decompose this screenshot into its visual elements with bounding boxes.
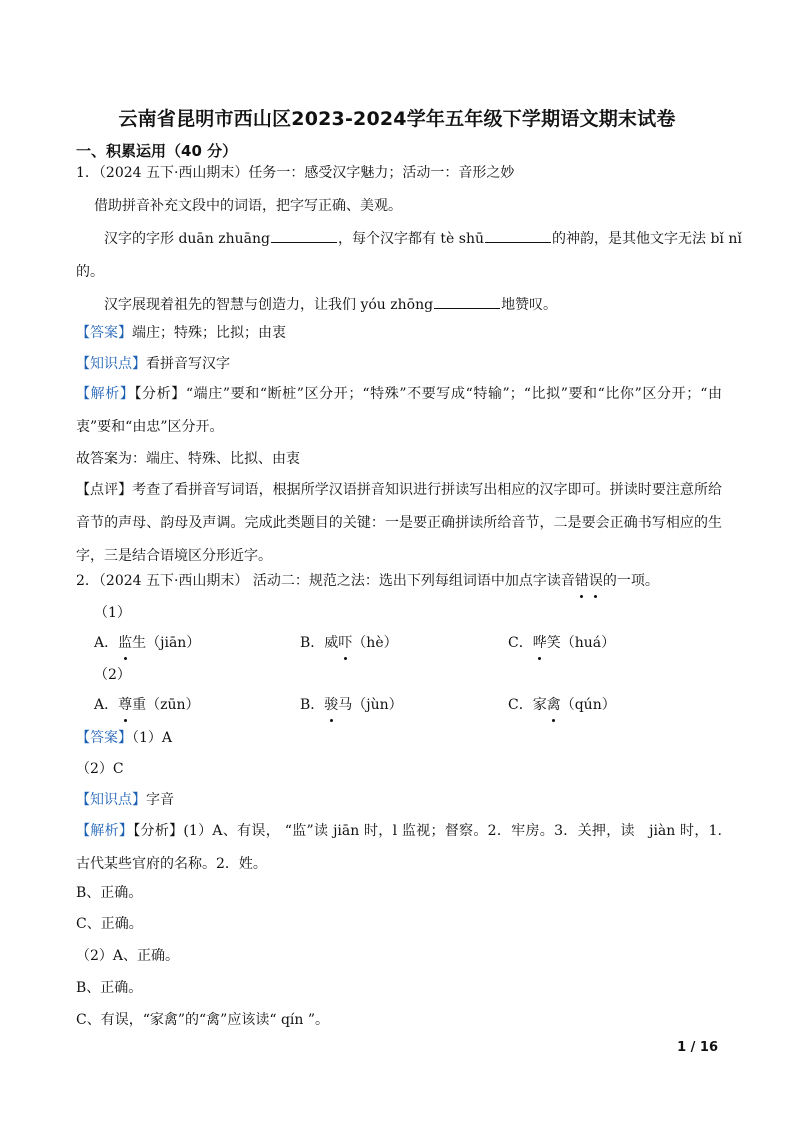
q2-g1-option-b[interactable] xyxy=(300,632,398,654)
option-post: （hè） xyxy=(352,635,398,651)
option-post: （qún） xyxy=(560,697,616,713)
q1-text-a: 汉字的字形 duān zhuāng xyxy=(104,231,270,247)
option-letter: C． xyxy=(508,635,533,651)
page-number: 1 / 16 xyxy=(677,1040,718,1055)
q2-g1-option-c[interactable] xyxy=(508,632,615,654)
q2-header xyxy=(76,570,726,592)
q1-text-c: 的神韵，是其他文字无法 bǐ nǐ xyxy=(552,231,742,247)
q2-knowledge-point xyxy=(76,789,726,811)
answer-blank-4[interactable] xyxy=(434,295,500,309)
answer-blank-2[interactable] xyxy=(485,229,551,243)
dotted-char: 误 xyxy=(589,570,603,592)
analysis-tag: 【解析】 xyxy=(76,823,134,839)
q1-text-f: 地赞叹。 xyxy=(501,297,558,313)
q1-answer xyxy=(76,322,726,344)
q1-header: 1．（2024 五下·西山期末）任务一：感受汉字魅力；活动一：音形之妙 xyxy=(76,165,515,181)
q2-kp-text: 字音 xyxy=(146,792,174,808)
q2-g2-option-b[interactable] xyxy=(300,694,403,716)
q2-analysis-text: 【分析】(1）A、有误， “监”读 jiān 时，l 监视；督察。2．牢房。3．关押，读 jiàn 时，1. 古代某些官府的名称。2．姓。 xyxy=(76,823,723,872)
q1-passage-line2 xyxy=(76,261,726,283)
dotted-char: 骏 xyxy=(324,694,338,716)
dotted-char: 吓 xyxy=(338,632,352,654)
q1-analysis-text: 【分析】“端庄”要和“断桩”区分开；“特殊”不要写成“特输”；“比拟”要和“比你”区分开；“由衷”要和“由忠”区分开。 xyxy=(76,386,723,435)
q2-line-b1: B、正确。 xyxy=(76,885,143,901)
q2-g2-option-c[interactable] xyxy=(508,694,616,716)
q1-text-e: 汉字展现着祖先的智慧与创造力，让我们 yóu zhōng xyxy=(104,297,434,313)
q2-line-c1: C、正确。 xyxy=(76,916,143,932)
option-post: 马（jùn） xyxy=(338,697,403,713)
option-post: 生（jiān） xyxy=(132,635,201,651)
option-letter: C． xyxy=(508,697,533,713)
q2-line-c2: C、有误，“家禽”的“禽”应该读“ qín ”。 xyxy=(76,1012,330,1028)
answer-blank-1[interactable] xyxy=(271,229,337,243)
q2-line-a2: （2）A、正确。 xyxy=(76,948,180,964)
answer-tag: 【答案】 xyxy=(76,325,132,341)
knowledge-point-tag: 【知识点】 xyxy=(76,792,146,808)
dotted-char: 错 xyxy=(575,570,589,592)
q1-analysis xyxy=(76,378,722,444)
q1-kp-text: 看拼音写汉字 xyxy=(146,356,230,372)
analysis-tag: 【解析】 xyxy=(76,386,135,402)
option-letter: A． xyxy=(94,697,119,713)
q2-g2-option-a[interactable] xyxy=(94,694,200,716)
q2-answer xyxy=(76,727,726,749)
q1-conclusion: 故答案为：端庄、特殊、比拟、由衷 xyxy=(76,451,300,467)
q1-answer-text: 端庄；特殊；比拟；由衷 xyxy=(132,325,286,341)
dotted-char: 尊 xyxy=(118,694,132,716)
q1-knowledge-point xyxy=(76,353,726,375)
option-letter: A． xyxy=(94,635,119,651)
q2-answer-2: （2）C xyxy=(76,761,124,777)
q1-text-d: 的。 xyxy=(76,264,104,280)
q2-group2-label: （2） xyxy=(94,667,131,683)
dotted-char: 监 xyxy=(118,632,132,654)
option-post: 笑（huá） xyxy=(546,635,616,651)
q2-header-b: 的一项。 xyxy=(602,573,659,589)
dotted-char: 禽 xyxy=(547,694,561,716)
option-letter: B． xyxy=(300,697,325,713)
knowledge-point-tag: 【知识点】 xyxy=(76,356,146,372)
q1-passage-line1 xyxy=(104,228,754,250)
q2-g1-option-a[interactable] xyxy=(94,632,200,654)
q2-analysis xyxy=(76,815,722,881)
q1-text-b: ，每个汉字都有 tè shū xyxy=(337,231,485,247)
q1-passage-line3 xyxy=(104,294,754,316)
q2-line-b2: B、正确。 xyxy=(76,980,143,996)
section-heading: 一、积累运用（40 分） xyxy=(76,142,238,160)
q2-answer-1: （1）A xyxy=(132,730,173,746)
q2-header-dotted xyxy=(575,573,603,589)
option-post: 重（zūn） xyxy=(132,697,200,713)
q2-group1-label: （1） xyxy=(94,605,131,621)
option-pre: 家 xyxy=(532,697,547,713)
q1-comment: 【点评】考查了看拼音写词语，根据所学汉语拼音知识进行拼读写出相应的汉字即可。拼读时要注意所给音节的声母、韵母及声调。完成此类题目的关键：一是要正确拼读所给音节，二是要会正确书写相应的生字，三是结合语境区分形近字。 xyxy=(76,482,722,564)
q1-instruction: 借助拼音补充文段中的词语，把字写正确、美观。 xyxy=(94,198,402,214)
q2-header-a: 2．（2024 五下·西山期末） 活动二：规范之法：选出下列每组词语中加点字读音 xyxy=(76,573,575,589)
answer-tag: 【答案】 xyxy=(76,730,132,746)
option-letter: B． xyxy=(300,635,325,651)
dotted-char: 哗 xyxy=(533,632,547,654)
option-pre: 威 xyxy=(324,635,339,651)
page-title: 云南省昆明市西山区2023-2024学年五年级下学期语文期末试卷 xyxy=(118,108,676,130)
